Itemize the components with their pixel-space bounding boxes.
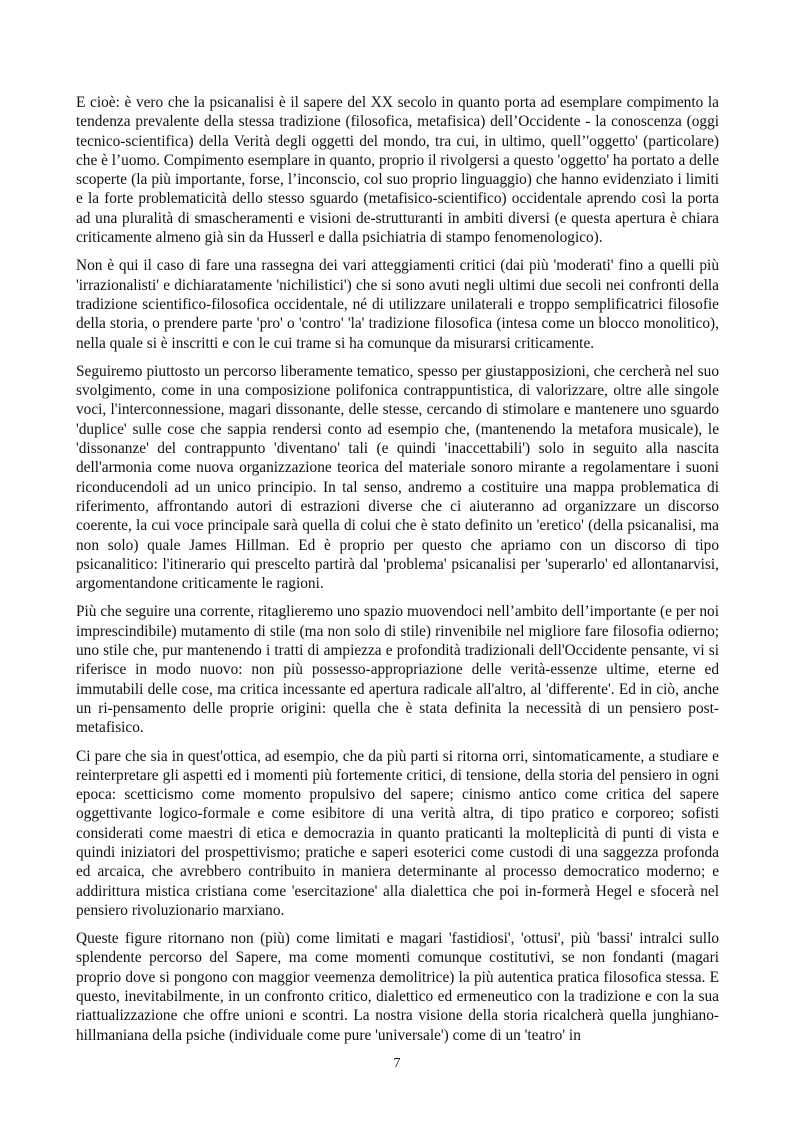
paragraph-2: Non è qui il caso di fare una rassegna dei vari atteggiamenti critici (dai più 'moderati' fino a quelli più 'irrazionalisti' e dichiaratamente 'nichilistici') che si sono avuti negli ultimi due secoli nei confronti della tradizione scientifico-filosofica occidentale, né di utilizzare unilaterali e troppo semplificatrici filosofie della storia, o prendere parte 'pro' o 'contro' 'la' tradizione filosofica (intesa come un blocco monolitico), nella quale si è inscritti e con le cui trame si ha comunque da misurarsi criticamente. bbox=[76, 257, 719, 352]
paragraph-1: E cioè: è vero che la psicanalisi è il sapere del XX secolo in quanto porta ad esemplare compimento la tendenza prevalente della stessa tradizione (filosofica, metafisica) dell’Occidente - la conoscenza (oggi tecnico-scientifica) della Verità degli oggetti del mondo, tra cui, in ultimo, quell’'oggetto' (particolare) che è l’uomo. Compimento esemplare in quanto, proprio il rivolgersi a questo 'oggetto' ha portato a delle scoperte (la più importante, forse, l’inconscio, col suo proprio linguaggio) che hanno evidenziato i limiti e la forte problematicità dello stesso sguardo (metafisico-scientifico) occidentale aprendo così la porta ad una pluralità di smascheramenti e visioni de-strutturanti in ambiti diversi (e questa apertura è chiara criticamente almeno già sin da Husserl e dalla psichiatria di stampo fenomenologico). bbox=[76, 94, 719, 247]
page-number: 7 bbox=[393, 1056, 401, 1071]
document-body bbox=[76, 93, 719, 1054]
paragraph-4: Più che seguire una corrente, ritaglieremo uno spazio muovendoci nell’ambito dell’importante (e per noi imprescindibile) mutamento di stile (ma non solo di stile) rinvenibile nel migliore fare filosofia odierno; uno stile che, pur mantenendo i tratti di ampiezza e profondità tradizionali dell'Occidente pensante, vi si riferisce in modo nuovo: non più possesso-appropriazione delle verità-essenze ultime, eterne ed immutabili delle cose, ma critica incessante ed apertura radicale all'altro, al 'differente'. Ed in ciò, anche un ri-pensamento delle proprie origini: quella che è stata definita la necessità di un pensiero post-metafisico. bbox=[76, 603, 719, 737]
paragraph-3: Seguiremo piuttosto un percorso liberamente tematico, spesso per giustapposizioni, che cercherà nel suo svolgimento, come in una composizione polifonica contrappuntistica, di valorizzare, oltre alle singole voci, l'interconnessione, magari dissonante, delle stesse, cercando di stimolare e mantenere uno sguardo 'duplice' sulle cose che sappia rendersi conto ad esempio che, (mantenendo la metafora musicale), le 'dissonanze' del contrappunto 'diventano' tali (e quindi 'inaccettabili') solo in seguito alla nascita dell'armonia come nuova organizzazione teorica del materiale sonoro mirante a regolamentare i suoni riconducendoli ad un unico principio. In tal senso, andremo a costituire una mappa problematica di riferimento, affrontando autori di estrazioni diverse che ci aiuteranno ad organizzare un discorso coerente, la cui voce principale sarà quella di colui che è stato definito un 'eretico' (della psicanalisi, ma non solo) quale James Hillman. Ed è proprio per questo che apriamo con un discorso di tipo psicanalitico: l'itinerario qui prescelto partirà dal 'problema' psicanalisi per 'superarlo' ed allontanarvisi, argomentandone criticamente le ragioni. bbox=[76, 362, 719, 593]
paragraph-5: Ci pare che sia in quest'ottica, ad esempio, che da più parti si ritorna orri, sintomaticamente, a studiare e reinterpretare gli aspetti ed i momenti più fortemente critici, di tensione, della storia del pensiero in ogni epoca: scetticismo come momento propulsivo del sapere; cinismo antico come critica del sapere oggettivante logico-formale e come esibitore di una verità altra, di tipo pratico e corporeo; sofisti considerati come maestri di etica e democrazia in quanto praticanti la molteplicità di punti di vista e quindi iniziatori del prospettivismo; pratiche e saperi esoterici come custodi di una saggezza profonda ed arcaica, che avrebbero contribuito in maniera determinante al processo democratico moderno; e addirittura mistica cristiana come 'esercitazione' alla dialettica che poi in-formerà Hegel e sfocerà nel pensiero rivoluzionario marxiano. bbox=[76, 747, 719, 919]
paragraph-6: Queste figure ritornano non (più) come limitati e magari 'fastidiosi', 'ottusi', più 'bassi' intralci sullo splendente percorso del Sapere, ma come momenti comunque costitutivi, se non fondanti (magari proprio dove si pongono con maggior veemenza demolitrice) la più autentica pratica filosofica stessa. E questo, inevitabilmente, in un confronto critico, dialettico ed ermeneutico con la tradizione e con la sua riattualizzazione che offre unioni e scontri. La nostra visione della storia ricalcherà quella junghiano-hillmaniana della psiche (individuale come pure 'universale') come di un 'teatro' in bbox=[76, 930, 719, 1044]
